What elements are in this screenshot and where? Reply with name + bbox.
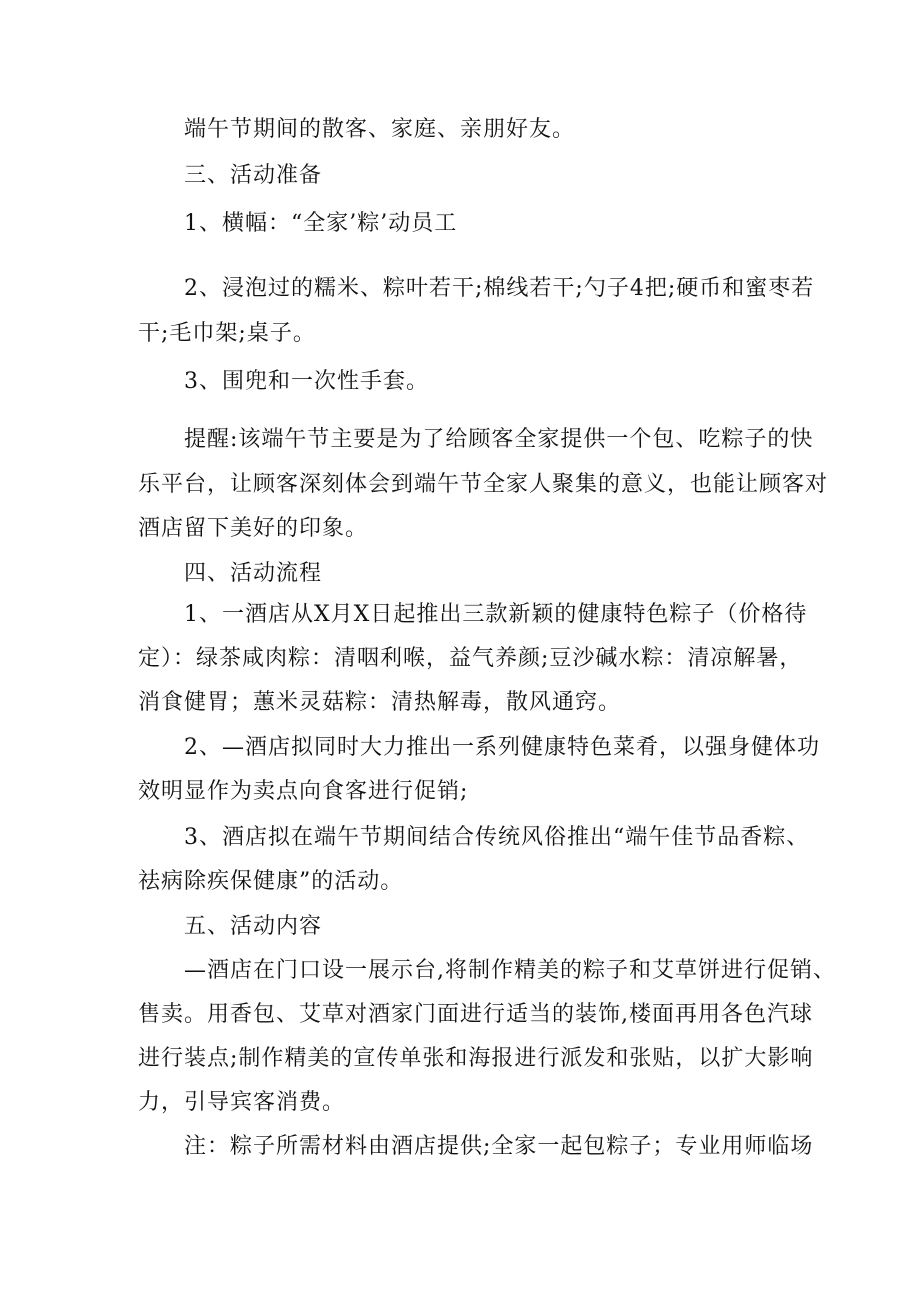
text-line: 1、一酒店从X月X日起推出三款新颖的健康特色粽子（价格待 [184, 602, 808, 627]
text-line: —酒店在门口设一展示台,将制作精美的粽子和艾草饼进行促销、 [184, 958, 836, 983]
text-line: 提醒:该端午节主要是为了给顾客全家提供一个包、吃粽子的快 [184, 427, 814, 452]
text-line: 3、酒店拟在端午节期间结合传统风俗推出“端午佳节品香粽、 [184, 825, 810, 850]
text-line: 效明显作为卖点向食客进行促销; [138, 779, 469, 804]
section-heading: 三、活动准备 [184, 163, 323, 188]
section-heading: 四、活动流程 [184, 561, 323, 586]
text-line: 定）：绿茶咸肉粽：清咽利喉，益气养颜;豆沙碱水粽：清凉解暑， [138, 646, 803, 671]
text-line: 力，引导宾客消费。 [138, 1090, 346, 1115]
text-line: 祛病除疾保健康”的活动。 [138, 869, 404, 894]
text-line: 消食健胃；蕙米灵菇粽：清热解毒，散风通窍。 [138, 690, 622, 715]
text-line: 1、横幅：“全家’粽’动员工 [184, 211, 458, 236]
text-line: 端午节期间的散客、家庭、亲朋好友。 [184, 117, 576, 142]
text-line: 3、围兜和一次性手套。 [184, 369, 429, 394]
text-line: 进行装点;制作精美的宣传单张和海报进行派发和张贴，以扩大影响 [138, 1046, 814, 1071]
section-heading: 五、活动内容 [184, 914, 323, 939]
text-line: 2、浸泡过的糯米、粽叶若干;棉线若干;勺子4把;硬币和蜜枣若 [184, 276, 815, 301]
text-line: 干;毛巾架;桌子。 [138, 321, 316, 346]
text-line: 注：粽子所需材料由酒店提供;全家一起包粽子；专业用师临场 [184, 1134, 814, 1159]
text-line: 酒店留下美好的印象。 [138, 516, 369, 541]
text-line: 2、—酒店拟同时大力推出一系列健康特色菜肴，以强身健体功 [184, 735, 820, 760]
text-line: 售卖。用香包、艾草对酒家门面进行适当的装饰,楼面再用各色汽球 [138, 1002, 813, 1027]
text-line: 乐平台，让顾客深刻体会到端午节全家人聚集的意义，也能让顾客对 [138, 472, 829, 497]
